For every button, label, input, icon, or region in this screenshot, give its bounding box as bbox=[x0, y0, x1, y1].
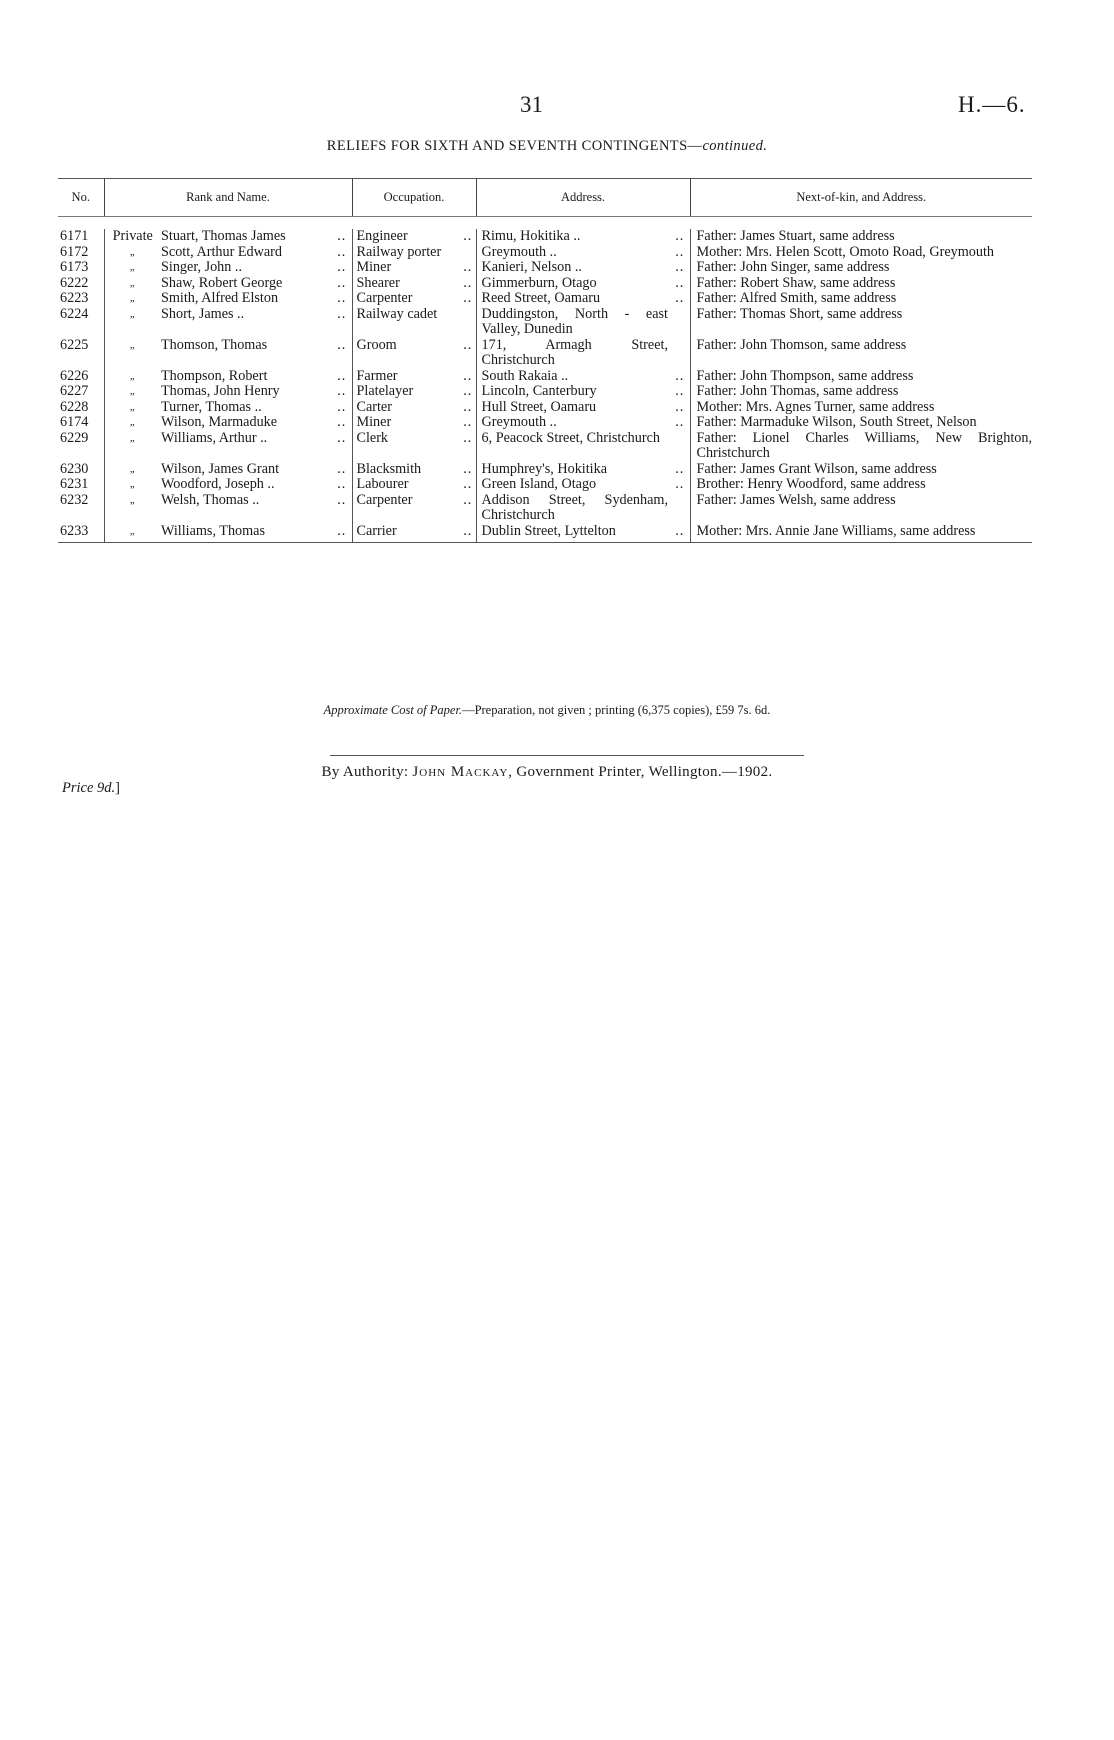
leader-dots: .. bbox=[675, 259, 685, 275]
leader-dots: .. bbox=[337, 290, 347, 306]
row-rank: „ bbox=[104, 462, 159, 478]
leader-dots: .. bbox=[337, 414, 347, 430]
row-rank: „ bbox=[104, 307, 159, 338]
table-row bbox=[58, 338, 1032, 369]
leader-dots: .. bbox=[675, 460, 685, 477]
leader-dots: .. bbox=[463, 336, 473, 353]
cost-label: Approximate Cost of Paper. bbox=[323, 703, 463, 717]
table-row bbox=[58, 245, 1032, 261]
row-rank: „ bbox=[104, 260, 159, 276]
row-number: 6173 bbox=[60, 259, 89, 275]
row-address: Green Island, Otago bbox=[476, 477, 668, 493]
table-row bbox=[58, 260, 1032, 276]
leader-dots: .. bbox=[463, 259, 473, 275]
row-occupation: Carpenter bbox=[352, 291, 458, 307]
row-address: Greymouth .. bbox=[476, 415, 668, 431]
leader-dots bbox=[668, 493, 690, 524]
row-number: 6226 bbox=[60, 367, 89, 384]
row-name: Thompson, Robert bbox=[161, 367, 268, 384]
row-occupation: Groom bbox=[352, 338, 458, 369]
leader-dots: .. bbox=[463, 398, 473, 415]
leader-dots: .. bbox=[675, 414, 685, 430]
leader-dots bbox=[458, 307, 476, 338]
row-name: Turner, Thomas .. bbox=[161, 398, 262, 415]
row-rank: Private bbox=[104, 229, 159, 245]
row-rank: „ bbox=[104, 291, 159, 307]
row-occupation: Blacksmith bbox=[352, 462, 458, 478]
row-name: Wilson, James Grant bbox=[161, 460, 280, 477]
printer-name: John Mackay bbox=[412, 764, 509, 780]
leader-dots: .. bbox=[463, 290, 473, 306]
row-address: Duddingston, North - east Valley, Dunedin bbox=[476, 307, 668, 338]
row-address: Humphrey's, Hokitika bbox=[476, 462, 668, 478]
row-name: Stuart, Thomas James bbox=[161, 228, 286, 244]
row-address: 6, Peacock Street, Christchurch bbox=[476, 431, 668, 462]
col-header-rank-name: Rank and Name. bbox=[104, 179, 352, 217]
row-address: Dublin Street, Lyttelton bbox=[476, 524, 668, 543]
leader-dots: .. bbox=[675, 476, 685, 492]
row-name: Wilson, Marmaduke bbox=[161, 414, 278, 430]
row-next-of-kin: Father: James Welsh, same address bbox=[690, 493, 1032, 524]
row-next-of-kin: Father: Lionel Charles Williams, New Brighton, Christchurch bbox=[690, 431, 1032, 462]
row-rank: „ bbox=[104, 338, 159, 369]
leader-dots: .. bbox=[463, 476, 473, 492]
row-name: Williams, Thomas bbox=[159, 524, 330, 543]
leader-dots: .. bbox=[337, 274, 347, 291]
row-rank: „ bbox=[104, 276, 159, 292]
row-number: 6230 bbox=[60, 460, 89, 477]
row-address: South Rakaia .. bbox=[476, 369, 668, 385]
row-occupation: Labourer bbox=[352, 477, 458, 493]
row-next-of-kin: Father: John Thomas, same address bbox=[690, 384, 1032, 400]
row-name: Scott, Arthur Edward bbox=[161, 243, 282, 260]
row-name: Thomas, John Henry bbox=[161, 383, 280, 399]
leader-dots: .. bbox=[675, 367, 685, 384]
row-rank: „ bbox=[104, 477, 159, 493]
row-occupation: Shearer bbox=[352, 276, 458, 292]
price-text: Price 9d. bbox=[62, 780, 116, 796]
cost-of-paper-note bbox=[0, 703, 1094, 718]
row-next-of-kin: Mother: Mrs. Helen Scott, Omoto Road, Greymouth bbox=[690, 245, 1032, 261]
leader-dots: .. bbox=[463, 491, 473, 508]
leader-dots: .. bbox=[675, 398, 685, 415]
row-name: Williams, Arthur .. bbox=[161, 429, 268, 446]
row-number: 6222 bbox=[60, 274, 89, 291]
row-rank: „ bbox=[104, 245, 159, 261]
row-name: Short, James .. bbox=[161, 305, 245, 322]
leader-dots: .. bbox=[337, 460, 347, 477]
row-number: 6233 bbox=[58, 524, 104, 543]
row-name: Shaw, Robert George bbox=[161, 274, 283, 291]
col-header-occupation: Occupation. bbox=[352, 179, 476, 217]
row-occupation: Farmer bbox=[352, 369, 458, 385]
row-number: 6231 bbox=[60, 476, 89, 492]
row-address: Gimmerburn, Otago bbox=[476, 276, 668, 292]
row-occupation: Railway porter bbox=[352, 245, 458, 261]
table-row bbox=[58, 493, 1032, 524]
row-number: 6229 bbox=[60, 429, 89, 446]
row-number: 6171 bbox=[60, 228, 89, 244]
row-next-of-kin: Father: John Singer, same address bbox=[690, 260, 1032, 276]
row-occupation: Miner bbox=[352, 260, 458, 276]
row-address: Hull Street, Oamaru bbox=[476, 400, 668, 416]
leader-dots: .. bbox=[337, 336, 347, 353]
row-next-of-kin: Father: Marmaduke Wilson, South Street, Nelson bbox=[690, 415, 1032, 431]
row-number: 6174 bbox=[60, 414, 89, 430]
row-name: Singer, John .. bbox=[161, 259, 243, 275]
row-rank: „ bbox=[104, 369, 159, 385]
leader-dots: .. bbox=[463, 367, 473, 384]
printer-authority bbox=[0, 764, 1094, 781]
row-next-of-kin: Mother: Mrs. Annie Jane Williams, same address bbox=[690, 524, 1032, 543]
table-row bbox=[58, 291, 1032, 307]
leader-dots: .. bbox=[675, 228, 685, 244]
row-name: Thomson, Thomas bbox=[161, 336, 268, 353]
table-header-row bbox=[58, 179, 1032, 217]
row-name: Smith, Alfred Elston bbox=[161, 290, 279, 306]
row-next-of-kin: Father: Thomas Short, same address bbox=[690, 307, 1032, 338]
table-row bbox=[58, 477, 1032, 493]
leader-dots: .. bbox=[463, 383, 473, 399]
row-address: Lincoln, Canterbury bbox=[476, 384, 668, 400]
leader-dots: .. bbox=[337, 259, 347, 275]
price-bracket: ] bbox=[115, 780, 120, 796]
row-occupation: Miner bbox=[352, 415, 458, 431]
table-row bbox=[58, 400, 1032, 416]
leader-dots: .. bbox=[330, 524, 352, 543]
row-rank: „ bbox=[104, 415, 159, 431]
col-header-next-of-kin: Next-of-kin, and Address. bbox=[690, 179, 1032, 217]
row-next-of-kin: Father: Alfred Smith, same address bbox=[690, 291, 1032, 307]
row-address: Addison Street, Sydenham, Christchurch bbox=[476, 493, 668, 524]
table-row bbox=[58, 276, 1032, 292]
leader-dots: .. bbox=[675, 274, 685, 291]
row-address: Kanieri, Nelson .. bbox=[476, 260, 668, 276]
leader-dots: .. bbox=[337, 367, 347, 384]
leader-dots: .. bbox=[337, 429, 347, 446]
row-address: 171, Armagh Street, Christchurch bbox=[476, 338, 668, 369]
row-next-of-kin: Mother: Mrs. Agnes Turner, same address bbox=[690, 400, 1032, 416]
row-next-of-kin: Father: John Thompson, same address bbox=[690, 369, 1032, 385]
table-row bbox=[58, 524, 1032, 543]
leader-dots: .. bbox=[337, 491, 347, 508]
document-code: H.—6. bbox=[958, 92, 1026, 117]
price-note bbox=[62, 780, 120, 797]
page-title bbox=[0, 138, 1094, 155]
leader-dots: .. bbox=[458, 524, 476, 543]
row-occupation: Engineer bbox=[352, 229, 458, 245]
row-occupation: Carpenter bbox=[352, 493, 458, 524]
row-rank: „ bbox=[104, 431, 159, 462]
row-occupation: Carrier bbox=[352, 524, 458, 543]
row-next-of-kin: Brother: Henry Woodford, same address bbox=[690, 477, 1032, 493]
row-rank: „ bbox=[104, 384, 159, 400]
leader-dots: .. bbox=[675, 383, 685, 399]
row-next-of-kin: Father: James Stuart, same address bbox=[690, 229, 1032, 245]
leader-dots bbox=[668, 431, 690, 462]
table-row bbox=[58, 384, 1032, 400]
row-number: 6232 bbox=[60, 491, 89, 508]
row-rank: „ bbox=[104, 493, 159, 524]
row-address: Rimu, Hokitika .. bbox=[476, 229, 668, 245]
leader-dots bbox=[668, 338, 690, 369]
table-row bbox=[58, 229, 1032, 245]
leader-dots: .. bbox=[337, 305, 347, 322]
leader-dots: .. bbox=[337, 228, 347, 244]
contingent-reliefs-table bbox=[58, 178, 1032, 543]
leader-dots: .. bbox=[463, 228, 473, 244]
row-number: 6227 bbox=[60, 383, 89, 399]
authority-prefix: By Authority: bbox=[321, 764, 413, 780]
row-name: Welsh, Thomas .. bbox=[161, 491, 260, 508]
leader-dots: .. bbox=[675, 290, 685, 306]
leader-dots: .. bbox=[337, 243, 347, 260]
row-number: 6223 bbox=[60, 290, 89, 306]
row-next-of-kin: Father: John Thomson, same address bbox=[690, 338, 1032, 369]
footer-rule bbox=[330, 755, 804, 756]
leader-dots: .. bbox=[337, 398, 347, 415]
table-row bbox=[58, 307, 1032, 338]
row-occupation: Platelayer bbox=[352, 384, 458, 400]
row-rank: „ bbox=[104, 524, 159, 543]
leader-dots: .. bbox=[463, 414, 473, 430]
row-address: Greymouth .. bbox=[476, 245, 668, 261]
col-header-address: Address. bbox=[476, 179, 690, 217]
row-occupation: Railway cadet bbox=[352, 307, 458, 338]
row-number: 6228 bbox=[60, 398, 89, 415]
leader-dots: .. bbox=[337, 383, 347, 399]
row-occupation: Clerk bbox=[352, 431, 458, 462]
leader-dots: .. bbox=[463, 274, 473, 291]
leader-dots: .. bbox=[337, 476, 347, 492]
table-row bbox=[58, 462, 1032, 478]
leader-dots bbox=[458, 245, 476, 261]
leader-dots: .. bbox=[675, 243, 685, 260]
page-number: 31 bbox=[520, 92, 543, 117]
row-number: 6172 bbox=[60, 243, 89, 260]
row-number: 6225 bbox=[60, 336, 89, 353]
cost-text: —Preparation, not given ; printing (6,375 copies), £59 7s. 6d. bbox=[462, 703, 771, 717]
leader-dots: .. bbox=[668, 524, 690, 543]
row-next-of-kin: Father: Robert Shaw, same address bbox=[690, 276, 1032, 292]
row-occupation: Carter bbox=[352, 400, 458, 416]
authority-suffix: , Government Printer, Wellington.—1902. bbox=[508, 764, 773, 780]
table-row bbox=[58, 415, 1032, 431]
title-continued: continued. bbox=[702, 138, 768, 154]
row-number: 6224 bbox=[60, 305, 89, 322]
title-main: RELIEFS FOR SIXTH AND SEVENTH CONTINGENTS— bbox=[326, 138, 703, 154]
table-row bbox=[58, 369, 1032, 385]
row-next-of-kin: Father: James Grant Wilson, same address bbox=[690, 462, 1032, 478]
row-rank: „ bbox=[104, 400, 159, 416]
leader-dots bbox=[668, 307, 690, 338]
row-address: Reed Street, Oamaru bbox=[476, 291, 668, 307]
col-header-no: No. bbox=[58, 179, 104, 217]
leader-dots: .. bbox=[463, 429, 473, 446]
row-name: Woodford, Joseph .. bbox=[161, 476, 275, 492]
table-row bbox=[58, 431, 1032, 462]
leader-dots: .. bbox=[463, 460, 473, 477]
